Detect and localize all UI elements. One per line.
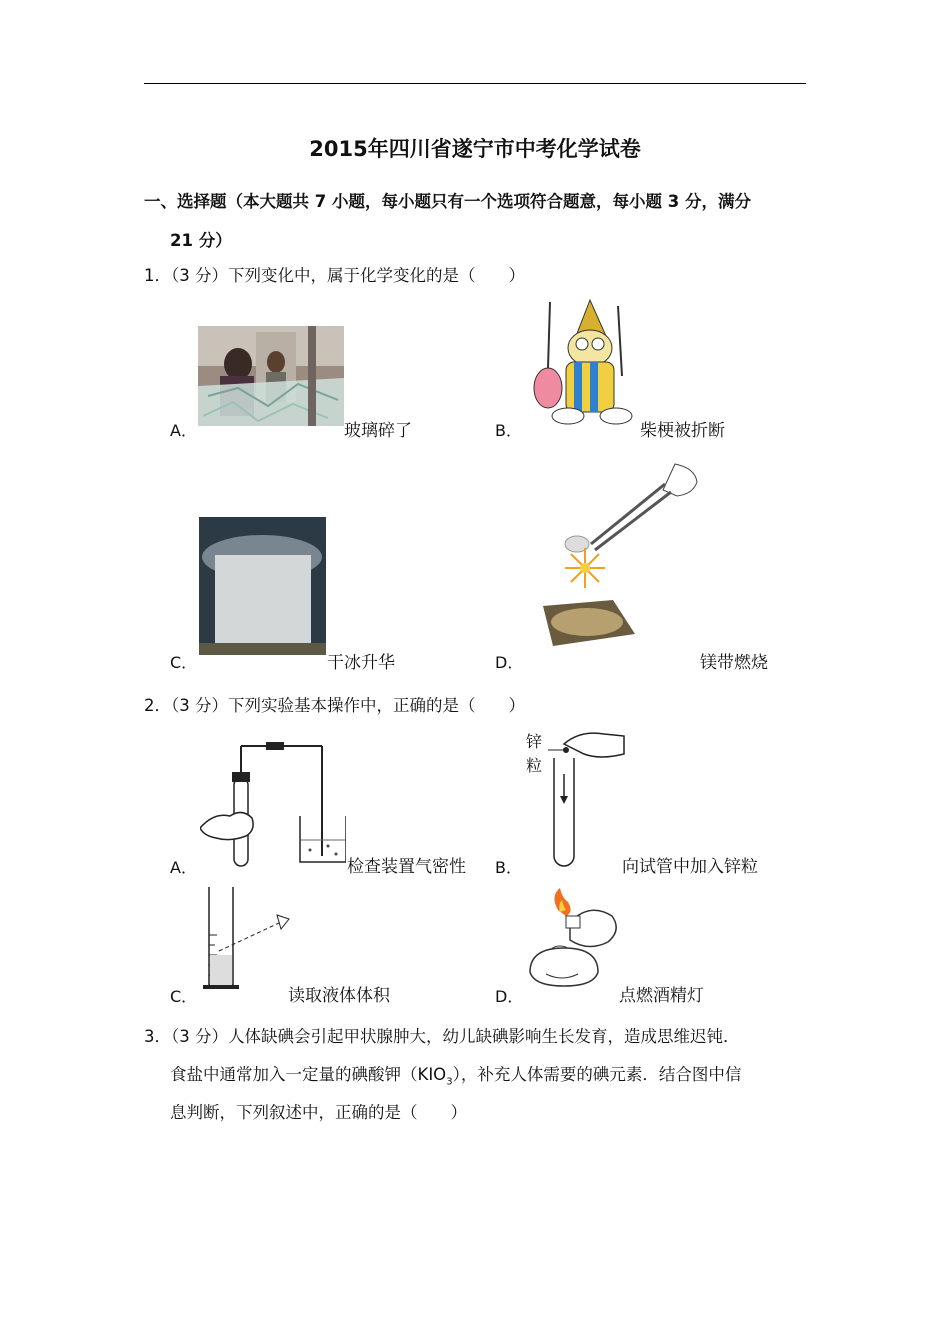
section-heading-line2: 21 分） bbox=[170, 231, 232, 250]
q2-option-b-caption: 向试管中加入锌粒 bbox=[622, 857, 758, 877]
zinc-label-1: 锌 bbox=[526, 732, 543, 751]
q1-option-c-caption: 干冰升华 bbox=[327, 653, 395, 673]
top-rule bbox=[144, 83, 806, 84]
question-3-line3: 息判断，下列叙述中，正确的是（ ） bbox=[170, 1103, 467, 1122]
question-3-line2: 食盐中通常加入一定量的碘酸钾$(KIO_3)$，补充人体需要的碘元素．结合图中信 bbox=[170, 1065, 742, 1088]
q1-option-b-caption: 柴梗被折断 bbox=[640, 421, 725, 441]
q2-option-d-letter: D． bbox=[495, 987, 524, 1006]
lighting-alcohol-lamp-diagram bbox=[526, 886, 620, 994]
zinc-label-2: 粒 bbox=[526, 756, 543, 775]
q1-option-d-letter: D． bbox=[495, 653, 524, 672]
question-2-stem: 2．（3 分）下列实验基本操作中，正确的是（ ） bbox=[144, 696, 525, 715]
q1-option-a-letter: A． bbox=[170, 421, 197, 440]
q1-option-d-caption: 镁带燃烧 bbox=[700, 653, 768, 673]
matchstick-cartoon-image bbox=[522, 296, 640, 428]
question-3-line1: 3．（3 分）人体缺碘会引起甲状腺肿大，幼儿缺碘影响生长发育，造成思维迟钝． bbox=[144, 1027, 740, 1046]
question-1-stem: 1．（3 分）下列变化中，属于化学变化的是（ ） bbox=[144, 266, 525, 285]
q2-option-a-caption: 检查装置气密性 bbox=[347, 857, 466, 877]
q1-option-a-caption: 玻璃碎了 bbox=[344, 421, 412, 441]
magnesium-burning-image bbox=[525, 458, 705, 650]
airtightness-check-diagram bbox=[200, 734, 346, 870]
zinc-into-test-tube-diagram bbox=[546, 724, 626, 870]
page-title: 2015年四川省遂宁市中考化学试卷 bbox=[309, 137, 641, 161]
q2-option-c-letter: C． bbox=[170, 987, 198, 1006]
dry-ice-sublimation-photo bbox=[199, 517, 326, 655]
q2-option-a-letter: A． bbox=[170, 858, 197, 877]
q2-option-d-caption: 点燃酒精灯 bbox=[619, 986, 704, 1006]
graduated-cylinder-reading-diagram bbox=[199, 885, 291, 991]
section-heading-line1: 一、选择题（本大题共 7 小题，每小题只有一个选项符合题意，每小题 3 分，满分 bbox=[144, 192, 751, 211]
q1-option-c-letter: C． bbox=[170, 653, 198, 672]
broken-glass-photo bbox=[198, 326, 344, 426]
q2-option-c-caption: 读取液体体积 bbox=[288, 986, 390, 1006]
q1-option-b-letter: B． bbox=[495, 421, 522, 440]
q2-option-b-letter: B． bbox=[495, 858, 522, 877]
